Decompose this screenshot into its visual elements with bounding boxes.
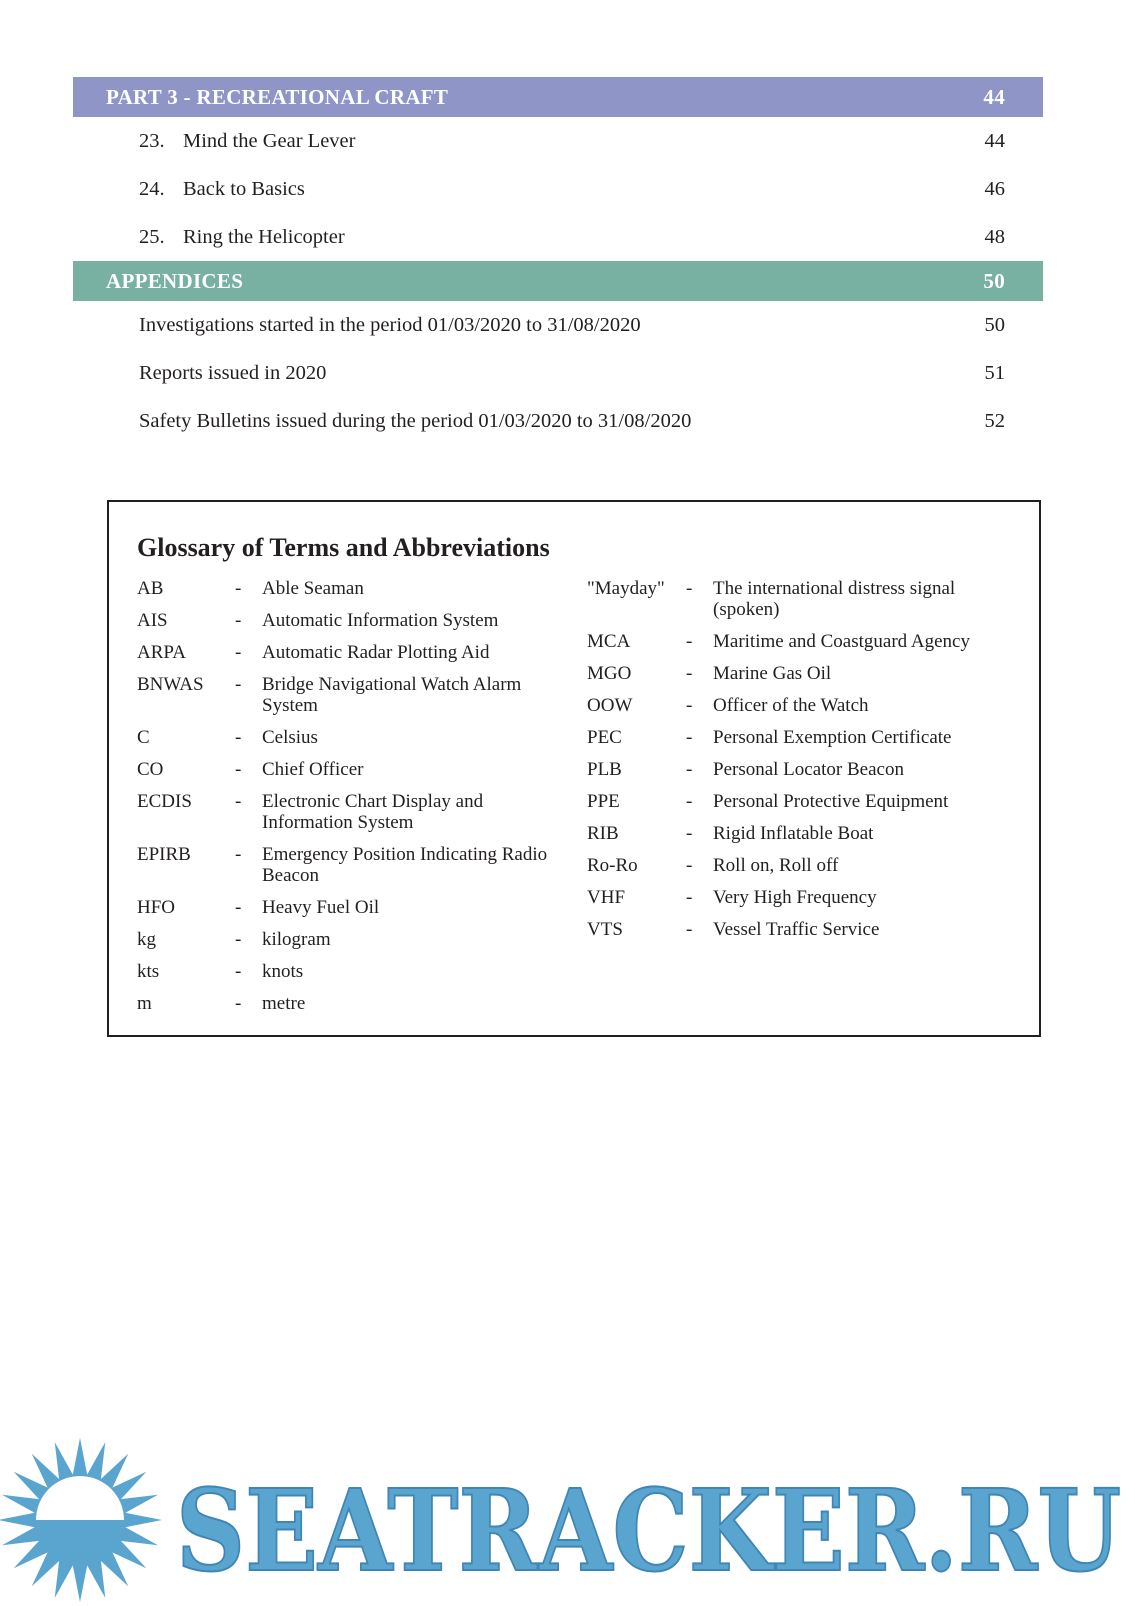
- glossary-entry: [587, 631, 1007, 652]
- glossary-dash: -: [686, 631, 693, 652]
- glossary-dash: -: [686, 823, 693, 844]
- section-page: 44: [983, 84, 1005, 109]
- glossary-dash: -: [235, 727, 242, 748]
- glossary-abbreviation: RIB: [587, 823, 619, 844]
- glossary-entry: [137, 727, 557, 748]
- glossary-dash: -: [686, 887, 693, 908]
- section-title: APPENDICES: [106, 268, 244, 293]
- glossary-definition: Chief Officer: [262, 759, 364, 780]
- glossary-box: [107, 500, 1041, 1037]
- glossary-definition: The international distress signal (spoken): [713, 578, 956, 620]
- glossary-definition: metre: [262, 993, 306, 1014]
- glossary-title: Glossary of Terms and Abbreviations: [137, 533, 550, 562]
- glossary-definition: Very High Frequency: [713, 887, 877, 908]
- glossary-definition: Personal Exemption Certificate: [713, 727, 952, 748]
- glossary-entry: [587, 695, 1007, 716]
- glossary-abbreviation: PEC: [587, 727, 622, 748]
- glossary-abbreviation: MCA: [587, 631, 631, 652]
- glossary-entry: [587, 823, 1007, 844]
- section-header-appendices[interactable]: [73, 261, 1043, 301]
- glossary-entry: [587, 727, 1007, 748]
- toc-item-number: 23.: [139, 129, 165, 152]
- glossary-definition: Vessel Traffic Service: [713, 919, 880, 940]
- glossary-dash: -: [235, 791, 242, 812]
- toc-item[interactable]: [73, 213, 1043, 261]
- glossary-entry: [587, 919, 1007, 940]
- toc-item-title: Safety Bulletins issued during the period 01/03/2020 to 31/08/2020: [139, 409, 692, 432]
- glossary-dash: -: [686, 663, 693, 684]
- glossary-definition: Electronic Chart Display and Information System: [262, 791, 484, 833]
- glossary-entry: [587, 855, 1007, 876]
- glossary-definition: Bridge Navigational Watch Alarm System: [262, 674, 522, 716]
- toc-item[interactable]: [73, 301, 1043, 349]
- glossary-abbreviation: EPIRB: [137, 844, 191, 865]
- toc-item-title: Investigations started in the period 01/03/2020 to 31/08/2020: [139, 313, 641, 336]
- glossary-dash: -: [686, 791, 693, 812]
- toc-item[interactable]: [73, 165, 1043, 213]
- section-header-part3[interactable]: [73, 77, 1043, 117]
- glossary-dash: -: [686, 695, 693, 716]
- glossary-abbreviation: PLB: [587, 759, 622, 780]
- glossary-abbreviation: BNWAS: [137, 674, 204, 695]
- glossary-definition: Maritime and Coastguard Agency: [713, 631, 970, 652]
- toc-item[interactable]: [73, 117, 1043, 165]
- glossary-definition: Marine Gas Oil: [713, 663, 832, 684]
- glossary-definition: Roll on, Roll off: [713, 855, 839, 876]
- glossary-abbreviation: HFO: [137, 897, 176, 918]
- glossary-abbreviation: MGO: [587, 663, 632, 684]
- glossary-dash: -: [235, 897, 242, 918]
- glossary-definition: Personal Locator Beacon: [713, 759, 904, 780]
- toc-item-page: 52: [984, 409, 1005, 432]
- glossary-dash: -: [686, 727, 693, 748]
- glossary-right-column: [587, 578, 1007, 951]
- glossary-entry: [587, 663, 1007, 684]
- toc-item-title: Ring the Helicopter: [183, 225, 345, 248]
- toc-item-title: Reports issued in 2020: [139, 361, 327, 384]
- glossary-entry: [137, 993, 557, 1014]
- glossary-dash: -: [686, 919, 693, 940]
- glossary-left-column: [137, 578, 557, 1025]
- glossary-abbreviation: CO: [137, 759, 164, 780]
- glossary-dash: -: [235, 610, 242, 631]
- glossary-dash: -: [235, 929, 242, 950]
- toc-item-title: Back to Basics: [183, 177, 305, 200]
- glossary-definition: Celsius: [262, 727, 318, 748]
- glossary-entry: [587, 887, 1007, 908]
- glossary-dash: -: [235, 642, 242, 663]
- glossary-entry: [137, 897, 557, 918]
- glossary-abbreviation: m: [137, 993, 152, 1014]
- glossary-dash: -: [686, 759, 693, 780]
- toc-item-title: Mind the Gear Lever: [183, 129, 356, 152]
- glossary-dash: -: [235, 674, 242, 695]
- toc-item-number: 24.: [139, 177, 165, 200]
- glossary-entry: [137, 759, 557, 780]
- table-of-contents: [73, 77, 1043, 445]
- watermark-text: SEATRACKER.RU: [176, 1466, 1121, 1597]
- section-page: 50: [983, 268, 1005, 293]
- glossary-abbreviation: PPE: [587, 791, 620, 812]
- glossary-definition: Officer of the Watch: [713, 695, 869, 716]
- glossary-entry: [137, 578, 557, 599]
- glossary-definition: Automatic Information System: [262, 610, 499, 631]
- toc-item-number: 25.: [139, 225, 165, 248]
- glossary-definition: knots: [262, 961, 304, 982]
- toc-item[interactable]: [73, 349, 1043, 397]
- glossary-entry: [137, 844, 557, 886]
- glossary-abbreviation: ARPA: [137, 642, 186, 663]
- glossary-entry: [587, 759, 1007, 780]
- glossary-abbreviation: kg: [137, 929, 156, 950]
- glossary-abbreviation: OOW: [587, 695, 633, 716]
- glossary-entry: [587, 578, 1007, 620]
- glossary-definition: Emergency Position Indicating Radio Beacon: [262, 844, 548, 886]
- glossary-dash: -: [235, 993, 242, 1014]
- glossary-dash: -: [235, 578, 242, 599]
- glossary-definition: Rigid Inflatable Boat: [713, 823, 874, 844]
- toc-item-page: 46: [984, 177, 1005, 200]
- glossary-definition: Personal Protective Equipment: [713, 791, 949, 812]
- glossary-abbreviation: AIS: [137, 610, 168, 631]
- glossary-dash: -: [686, 855, 693, 876]
- glossary-dash: -: [235, 759, 242, 780]
- glossary-dash: -: [235, 961, 242, 982]
- glossary-abbreviation: AB: [137, 578, 164, 599]
- glossary-entry: [137, 791, 557, 833]
- glossary-abbreviation: VTS: [587, 919, 623, 940]
- glossary-abbreviation: ECDIS: [137, 791, 192, 812]
- glossary-abbreviation: "Mayday": [587, 578, 665, 599]
- glossary-entry: [137, 610, 557, 631]
- glossary-abbreviation: kts: [137, 961, 160, 982]
- glossary-abbreviation: C: [137, 727, 150, 748]
- glossary-abbreviation: Ro-Ro: [587, 855, 638, 876]
- toc-item-page: 48: [984, 225, 1005, 248]
- glossary-entry: [137, 929, 557, 950]
- glossary-definition: Automatic Radar Plotting Aid: [262, 642, 490, 663]
- watermark-logo: [0, 1438, 1135, 1606]
- toc-item-page: 50: [984, 313, 1005, 336]
- glossary-abbreviation: VHF: [587, 887, 626, 908]
- glossary-entry: [137, 642, 557, 663]
- glossary-definition: Heavy Fuel Oil: [262, 897, 380, 918]
- glossary-dash: -: [235, 844, 242, 865]
- glossary-definition: kilogram: [262, 929, 331, 950]
- sun-icon: [0, 1438, 162, 1602]
- glossary-dash: -: [686, 578, 693, 599]
- toc-item-page: 44: [984, 129, 1005, 152]
- glossary-definition: Able Seaman: [262, 578, 364, 599]
- glossary-entry: [137, 674, 557, 716]
- glossary-entry: [587, 791, 1007, 812]
- glossary-entry: [137, 961, 557, 982]
- toc-item-page: 51: [984, 361, 1005, 384]
- section-title: PART 3 - RECREATIONAL CRAFT: [106, 84, 449, 109]
- toc-item[interactable]: [73, 397, 1043, 445]
